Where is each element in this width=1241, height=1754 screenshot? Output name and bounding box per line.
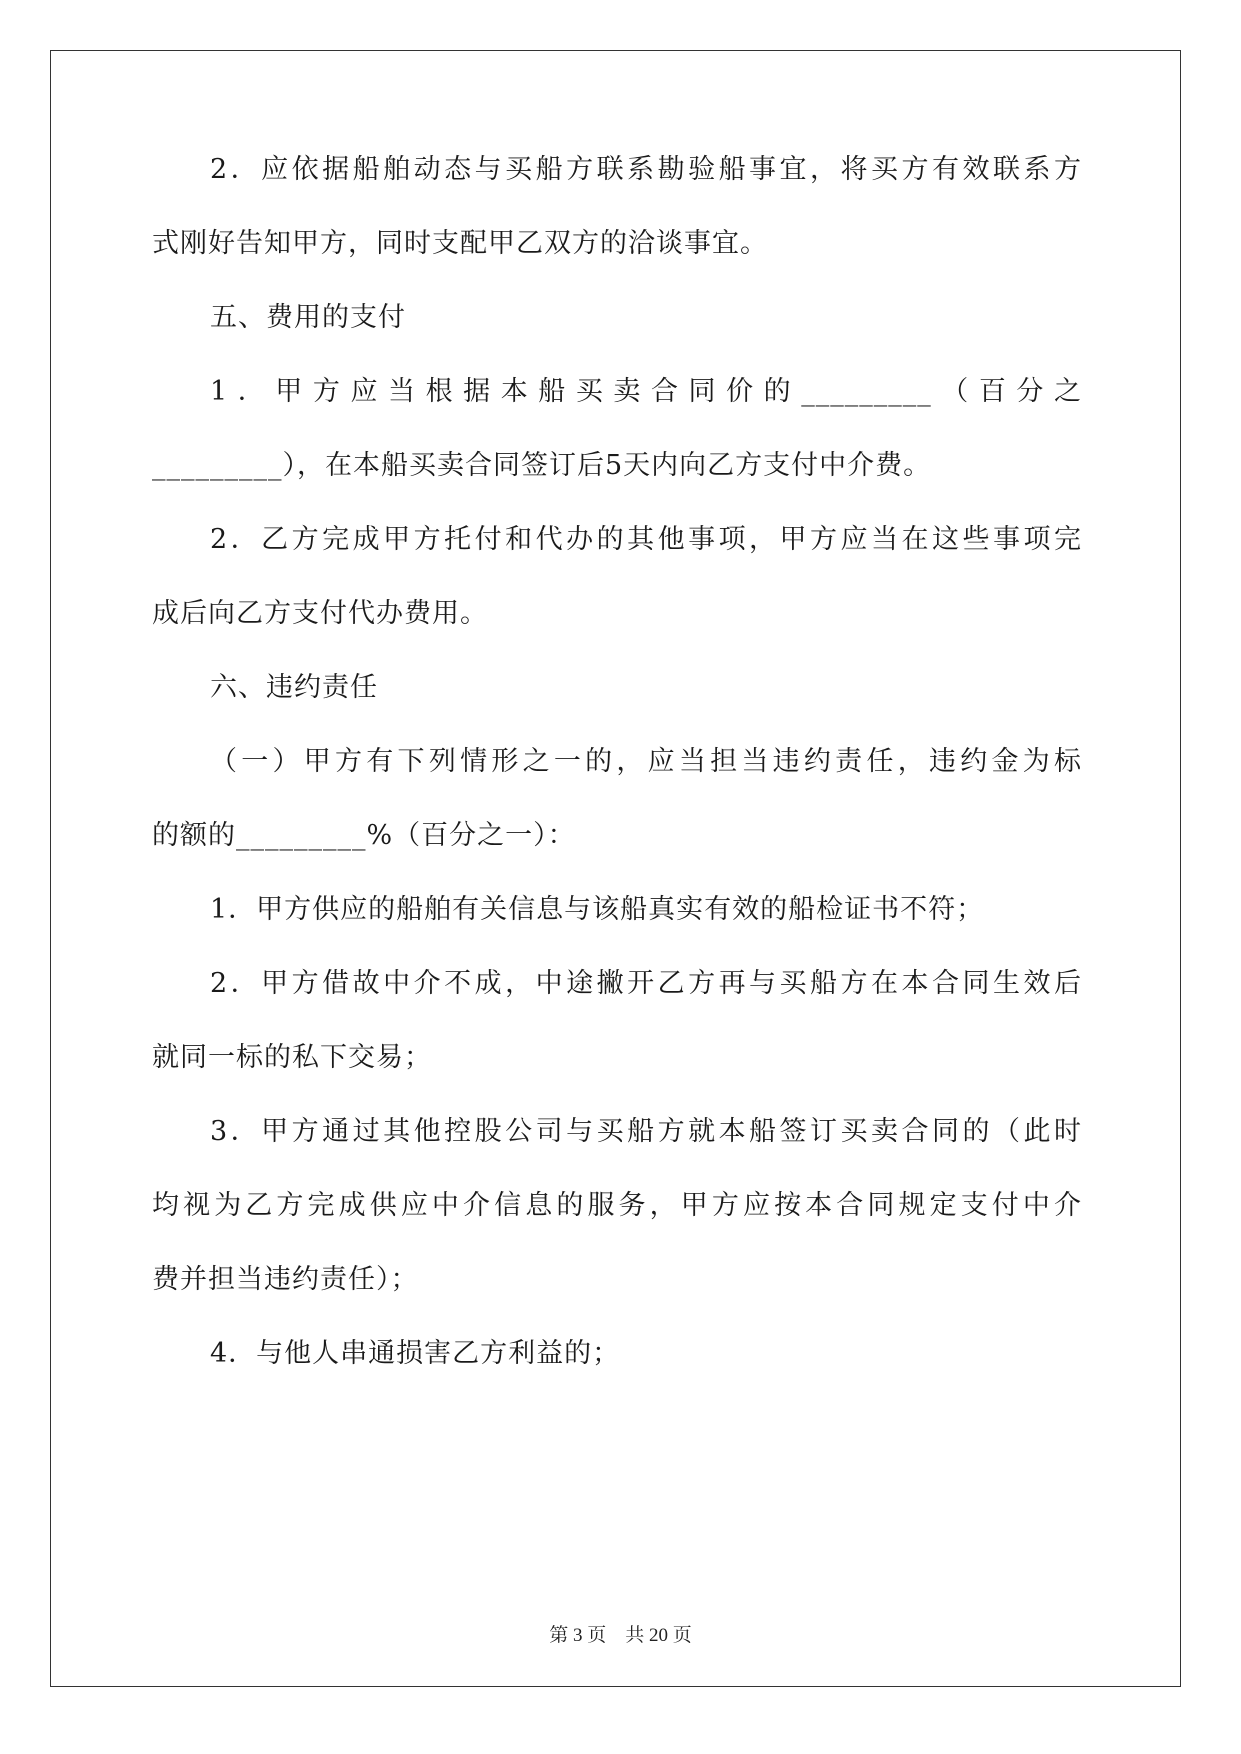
paragraph-line: 均视为乙方完成供应中介信息的服务，甲方应按本合同规定支付中介 (152, 1190, 1082, 1221)
paragraph-line: 的额的_________%（百分之一）： (152, 820, 576, 851)
section-heading: 六、违约责任 (210, 672, 378, 703)
paragraph-line: 就同一标的私下交易； (152, 1042, 432, 1073)
paragraph-line: 1．甲方供应的船舶有关信息与该船真实有效的船检证书不符； (210, 894, 985, 925)
paragraph-line: _________），在本船买卖合同签订后5天内向乙方支付中介费。 (152, 450, 932, 481)
paragraph-line: 2．应依据船舶动态与买船方联系勘验船事宜，将买方有效联系方 (210, 154, 1082, 185)
paragraph-line: （一）甲方有下列情形之一的，应当担当违约责任，违约金为标 (210, 746, 1082, 777)
paragraph-line: 成后向乙方支付代办费用。 (152, 598, 488, 629)
page-frame (50, 50, 1181, 1687)
section-heading: 五、费用的支付 (210, 302, 406, 333)
paragraph-line: 2．甲方借故中介不成，中途撇开乙方再与买船方在本合同生效后 (210, 968, 1082, 999)
paragraph-line: 2．乙方完成甲方托付和代办的其他事项，甲方应当在这些事项完 (210, 524, 1082, 555)
paragraph-line: 4．与他人串通损害乙方利益的； (210, 1338, 621, 1369)
paragraph-line: 1．甲方应当根据本船买卖合同价的_________（百分之 (210, 376, 1082, 407)
paragraph-line: 式刚好告知甲方，同时支配甲乙双方的洽谈事宜。 (152, 228, 768, 259)
paragraph-line: 费并担当违约责任）； (152, 1264, 419, 1295)
page-number-footer: 第 3 页 共 20 页 (549, 1625, 692, 1646)
paragraph-line: 3．甲方通过其他控股公司与买船方就本船签订买卖合同的（此时 (210, 1116, 1082, 1147)
